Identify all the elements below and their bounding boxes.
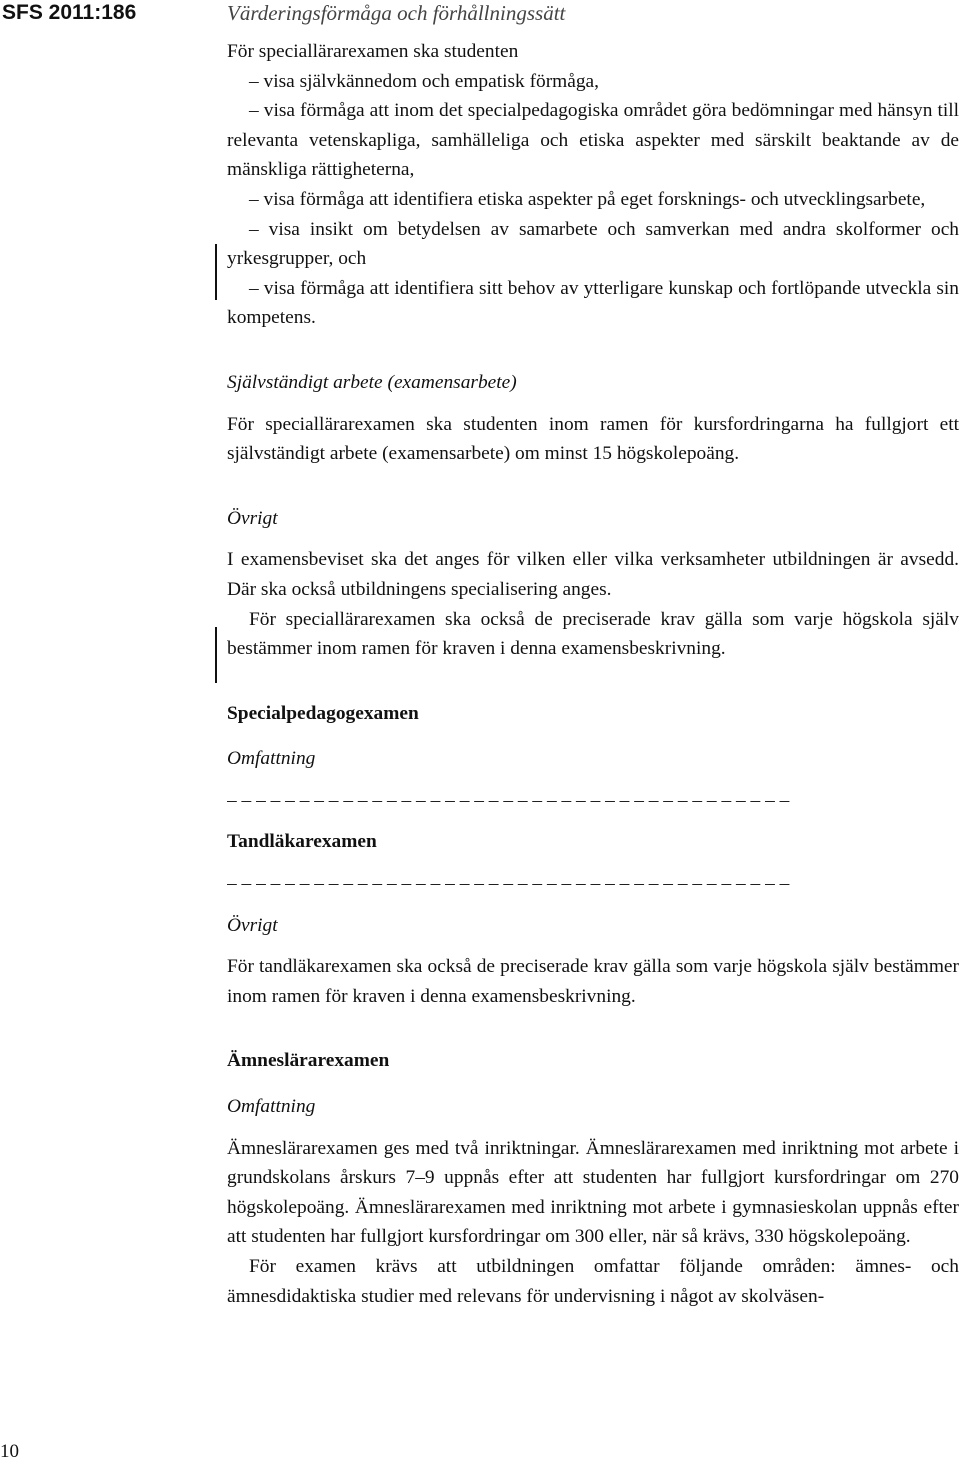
values-intro: För speciallärarexamen ska studenten [227, 41, 519, 62]
values-item: – visa insikt om betydelsen av samarbete och samverkan med andra skolformer och yrkesgrupper, och [227, 218, 959, 270]
section-heading: Omfattning [227, 748, 316, 770]
section-text: För tandläkarexamen ska också de preciserade krav gälla som varje högskola själv bestämmer inom ramen för kraven i denna examensbeskrivning. [227, 956, 959, 1007]
values-item: – visa självkännedom och empatisk förmåga, [249, 70, 600, 92]
exam-heading: Tandläkarexamen [227, 831, 377, 853]
values-item: – visa förmåga att inom det specialpedagogiska området göra bedömningar med hänsyn till relevanta vetenskapliga, samhälleliga och etiska aspekter med särskilt beaktande av de mänskliga rättigheterna, [227, 100, 959, 181]
exam-heading: Ämneslärarexamen [227, 1050, 390, 1072]
values-item: – visa förmåga att identifiera sitt behov av ytterligare kunskap och fortlöpande utveckla sin kompetens. [227, 277, 959, 329]
section-heading: Övrigt [227, 914, 278, 936]
section-text: För speciallärarexamen ska studenten inom ramen för kursfordringarna ha fullgjort ett självständigt arbete (examensarbete) om minst 15 högskolepoäng. [227, 413, 959, 465]
change-bar [215, 627, 217, 683]
values-item: – visa förmåga att identifiera etiska aspekter på eget forsknings- och utvecklingsarbete, [249, 188, 926, 210]
section-text: För speciallärarexamen ska också de preciserade krav gälla som varje högskola själv bestämmer inom ramen för kraven i denna examensbeskrivning. [227, 608, 959, 660]
omission-rule: – – – – – – – – – – – – – – – – – – – – – – – – – – – – – – – – – – – – – – – [227, 873, 790, 895]
section-heading: Självständigt arbete (examensarbete) [227, 371, 517, 393]
exam-heading: Specialpedagogexamen [227, 702, 419, 724]
page-number: 10 [0, 1441, 19, 1462]
section-heading: Övrigt [227, 507, 278, 529]
section-text: I examensbeviset ska det anges för vilken eller vilka verksamheter utbildningen är avsedd. Där ska också utbildningens specialisering anges. [227, 549, 959, 600]
section-text: För examen krävs att utbildningen omfattar följande områden: ämnes- och ämnesdidaktiska studier med relevans för undervisning i något av skolväsen- [227, 1256, 959, 1307]
document-body [227, 37, 959, 1311]
section-heading: Omfattning [227, 1096, 316, 1118]
change-bar [215, 244, 217, 300]
running-title: Värderingsförmåga och förhållningssätt [227, 1, 566, 25]
section-text: Ämneslärarexamen ges med två inriktningar. Ämneslärarexamen med inriktning mot arbete i grundskolans årskurs 7–9 uppnås efter att studenten har fullgjort kursfordringar om 270 högskolepoäng. Ämneslärarexamen med inriktning mot arbete i gymnasieskolan uppnås efter att studenten har fullgjort kursfordringar om 300 eller, när så krävs, 330 högskolepoäng. [227, 1137, 959, 1248]
omission-rule: – – – – – – – – – – – – – – – – – – – – – – – – – – – – – – – – – – – – – – – [227, 789, 790, 811]
sfs-number: SFS 2011:186 [2, 1, 137, 24]
